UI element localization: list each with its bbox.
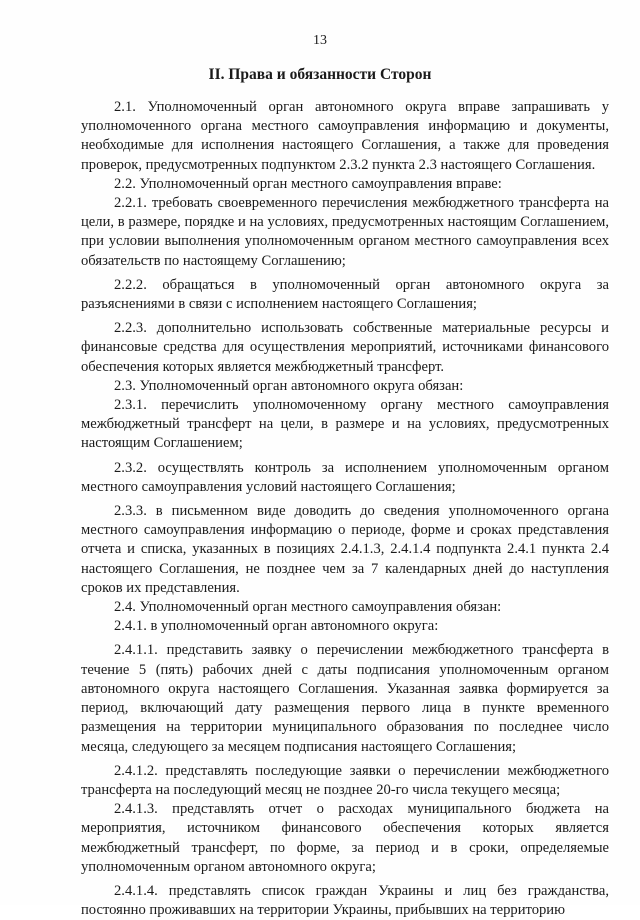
paragraph-2-1: 2.1. Уполномоченный орган автономного округа вправе запрашивать у уполномоченного органа местного самоуправления информацию и документы, необходимые для исполнения настоящего Соглашения, а также для проведения проверок, предусмотренных подпунктом 2.3.2 пункта 2.3 настоящего Соглашения.	[81, 99, 609, 173]
paragraph-2-4-1-4: 2.4.1.4. представлять список граждан Украины и лиц без гражданства, постоянно проживавших на территории Украины, прибывших на территорию	[81, 882, 609, 919]
section-title: II. Права и обязанности Сторон	[208, 66, 432, 83]
paragraph-2-2-3: 2.2.3. дополнительно использовать собственные материальные ресурсы и финансовые средства для осуществления мероприятий, источниками финансового обеспечения которых является межбюджетный трансферт.	[81, 320, 609, 375]
paragraph-2-4-1-2: 2.4.1.2. представлять последующие заявки о перечислении межбюджетного трансферта на последующий месяц не позднее 20-го числа текущего месяца;	[81, 762, 609, 798]
document-body	[81, 98, 609, 920]
paragraph-2-4-1: 2.4.1. в уполномоченный орган автономного округа:	[114, 618, 439, 635]
paragraph-2-3-2: 2.3.2. осуществлять контроль за исполнением уполномоченным органом местного самоуправления условий настоящего Соглашения;	[81, 459, 609, 495]
paragraph-2-3-3: 2.3.3. в письменном виде доводить до сведения уполномоченного органа местного самоуправления информацию о периоде, форме и сроках представления отчета и списка, указанных в позициях 2.4.1.3, 2.4.1.4 подпункта 2.4.1 пункта 2.4 настоящего Соглашения, не позднее чем за 7 календарных дней до наступления сроков их представления.	[81, 503, 609, 596]
paragraph-2-2-2: 2.2.2. обращаться в уполномоченный орган автономного округа за разъяснениями в связи с исполнением настоящего Соглашения;	[81, 276, 609, 313]
paragraph-2-2-1: 2.2.1. требовать своевременного перечисления межбюджетного трансферта на цели, в размере, порядке и на условиях, предусмотренных настоящим Соглашением, при условии выполнения уполномоченным органом местного самоуправления всех обязательств по настоящему Соглашению;	[81, 195, 609, 269]
paragraph-2-3: 2.3. Уполномоченный орган автономного округа обязан:	[114, 377, 464, 394]
paragraph-2-2: 2.2. Уполномоченный орган местного самоуправления вправе:	[114, 175, 502, 192]
paragraph-2-4: 2.4. Уполномоченный орган местного самоуправления обязан:	[114, 599, 502, 616]
paragraph-2-4-1-1: 2.4.1.1. представить заявку о перечислении межбюджетного трансферта в течение 5 (пять) рабочих дней с даты подписания уполномоченным органом автономного округа настоящего Соглашения. Указанная заявка формируется за период, включающий дату размещения первого лица в пункте временного размещения на территории муниципального образования по последнее число месяца, следующего за месяцем подписания настоящего Соглашения;	[81, 642, 609, 755]
paragraph-2-4-1-3: 2.4.1.3. представлять отчет о расходах муниципального бюджета на мероприятия, источником финансового обеспечения которых является межбюджетный трансферт, по форме, за период и в сроки, определяемые уполномоченным органом автономного округа;	[81, 801, 609, 875]
paragraph-2-3-1: 2.3.1. перечислить уполномоченному органу местного самоуправления межбюджетный трансферт на цели, в размере и на условиях, предусмотренных настоящим Соглашением;	[81, 397, 609, 452]
page-number: 13	[313, 33, 327, 48]
